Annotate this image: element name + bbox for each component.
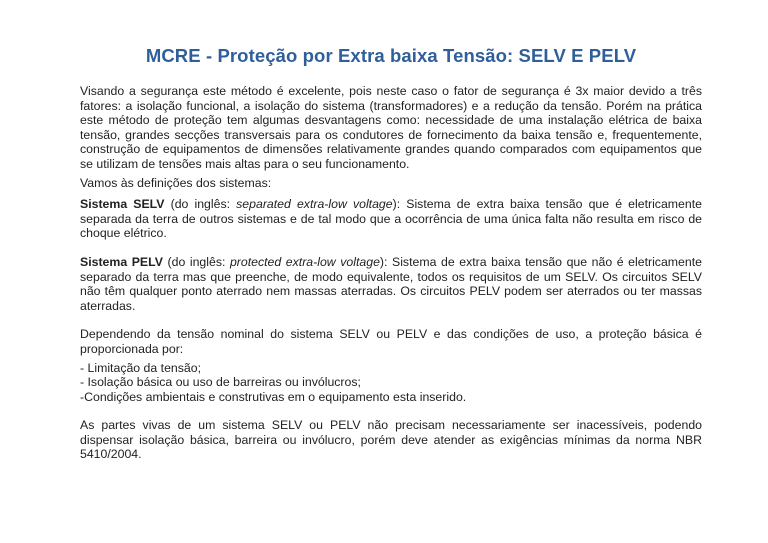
intro-paragraph: Visando a segurança este método é excelente, pois neste caso o fator de segurança é 3x maior devido a três fatores: a isolação funcional, a isolação do sistema (transformadores) e a redução da tensão. Porém na prática este método de proteção tem algumas desvantagens como: necessidade de uma instalação elétrica de baixa tensão, grandes secções transversais para os condutores de fornecimento da baixa tensão e, frequentemente, construção de equipamentos de dimensões relativamente grandes quando comparados com equipamentos que se utilizam de tensões mais altas para o seu funcionamento. bbox=[80, 84, 702, 171]
protection-list bbox=[80, 361, 702, 405]
pelv-pre: (do inglês: bbox=[162, 254, 230, 269]
closing-paragraph: As partes vivas de um sistema SELV ou PELV não precisam necessariamente ser inacessíveis, podendo dispensar isolação básica, barreira ou invólucro, porém deve atender as exigências mínimas da norma NBR 5410/2004. bbox=[80, 418, 702, 462]
pelv-english: protected extra-low voltage bbox=[229, 254, 380, 269]
pelv-definition bbox=[80, 255, 702, 313]
pelv-post: ): Sistema de extra baixa tensão que não é eletricamente separado da terra mas que preenche, de modo equivalente, todos os requisitos de um SELV. Os circuitos SELV não têm qualquer ponto aterrado nem massas aterradas. Os circuitos PELV podem ser aterrados ou ter massas aterradas. bbox=[80, 254, 702, 313]
selv-definition bbox=[80, 197, 702, 241]
list-item: - Limitação da tensão; bbox=[80, 360, 201, 375]
selv-term: Sistema SELV bbox=[80, 197, 165, 212]
dependency-paragraph: Dependendo da tensão nominal do sistema SELV ou PELV e das condições de uso, a proteção básica é proporcionada por: bbox=[80, 327, 702, 356]
selv-english: separated extra-low voltage bbox=[236, 197, 393, 212]
selv-post: ): Sistema de extra baixa tensão que é eletricamente separada da terra de outros sistemas e de tal modo que a ocorrência de uma única falta não resulta em risco de choque elétrico. bbox=[80, 197, 702, 241]
list-item: -Condições ambientais e construtivas em o equipamento esta inserido. bbox=[80, 389, 467, 404]
pelv-term: Sistema PELV bbox=[80, 254, 163, 269]
list-item: - Isolação básica ou uso de barreiras ou invólucros; bbox=[80, 375, 361, 390]
selv-pre: (do inglês: bbox=[164, 197, 237, 212]
page-title: MCRE - Proteção por Extra baixa Tensão: SELV E PELV bbox=[145, 45, 637, 66]
definitions-intro: Vamos às definições dos sistemas: bbox=[80, 175, 272, 190]
